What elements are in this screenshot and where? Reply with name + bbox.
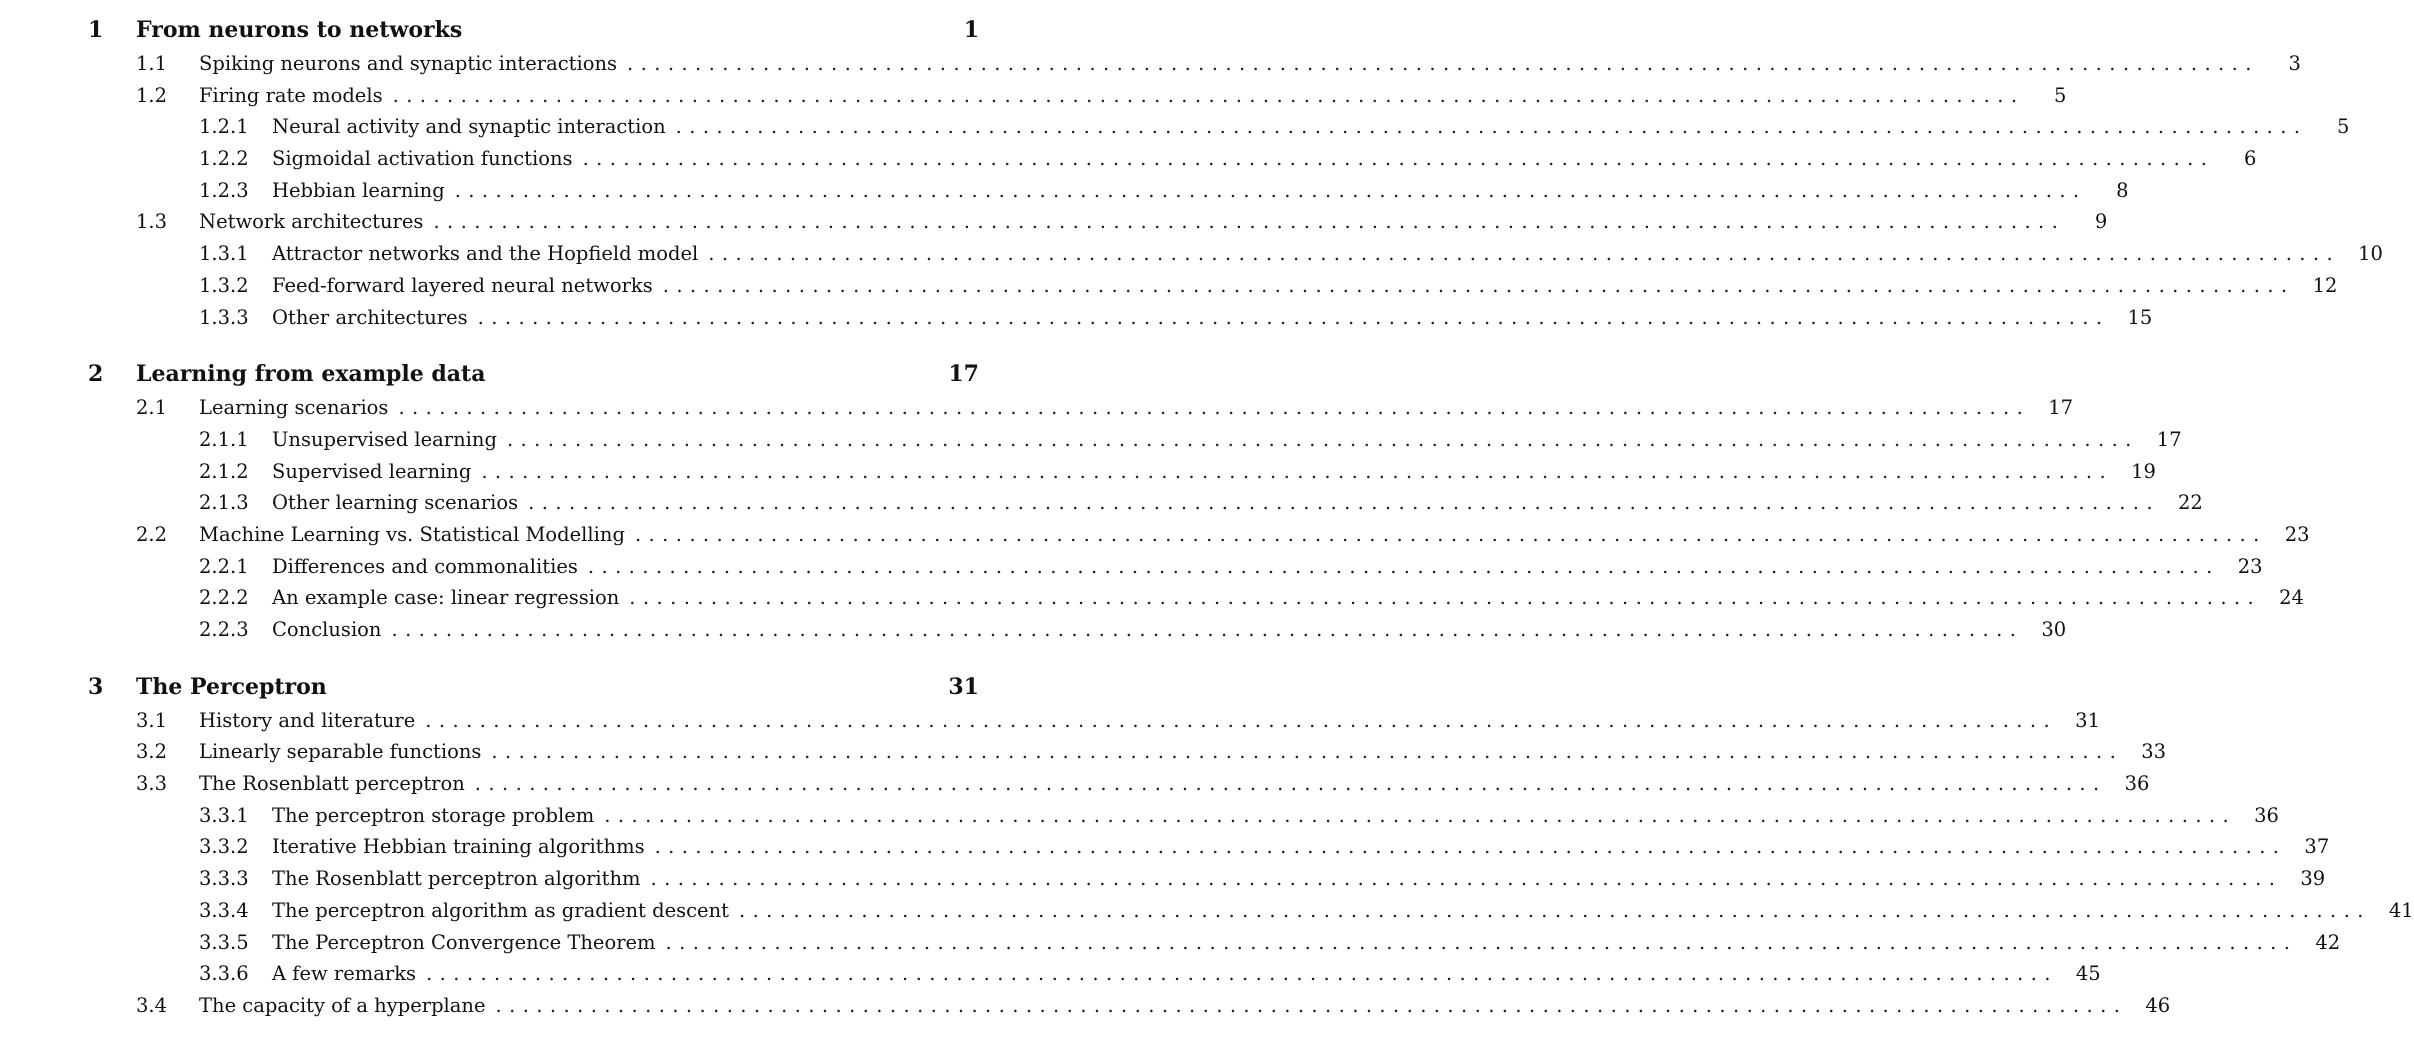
subsection-page-number: 41 bbox=[2388, 898, 2414, 922]
toc-subsection-entry[interactable] bbox=[88, 614, 2067, 646]
section-number: 1.3 bbox=[136, 210, 168, 234]
subsection-number: 2.2.3 bbox=[199, 618, 249, 641]
section-page-number: 17 bbox=[2048, 396, 2074, 420]
dot-leader: ........................................................................................................................ bbox=[495, 993, 2128, 1017]
toc-subsection-entry[interactable] bbox=[88, 958, 2101, 990]
section-page-number: 9 bbox=[2094, 210, 2108, 234]
subsection-number: 1.3.2 bbox=[199, 273, 249, 297]
section-title: Linearly separable functions bbox=[199, 740, 482, 764]
subsection-title: Hebbian learning bbox=[272, 178, 445, 202]
subsection-page-number: 19 bbox=[2131, 459, 2156, 483]
chapter-block bbox=[88, 12, 2383, 333]
toc-section-entry[interactable] bbox=[88, 80, 2067, 112]
section-number: 3.2 bbox=[136, 740, 168, 764]
toc-subsection-entry[interactable] bbox=[88, 487, 2203, 519]
dot-leader: ........................................................................................................................ bbox=[391, 618, 2024, 641]
dot-leader: ........................................................................................................................ bbox=[433, 210, 2066, 234]
subsection-page-number: 12 bbox=[2312, 273, 2338, 297]
chapter-block bbox=[88, 669, 2414, 1022]
section-number: 2.2 bbox=[136, 522, 168, 546]
subsection-number: 1.3.1 bbox=[199, 242, 249, 266]
section-title: The Rosenblatt perceptron bbox=[199, 772, 465, 796]
chapter-heading[interactable] bbox=[88, 356, 979, 392]
dot-leader: ........................................................................................................................ bbox=[629, 586, 2262, 610]
toc-section-entry[interactable] bbox=[88, 990, 2171, 1022]
dot-leader: ........................................................................................................................ bbox=[634, 522, 2267, 546]
section-number: 1.2 bbox=[136, 83, 168, 107]
dot-leader: ........................................................................................................................ bbox=[454, 178, 2087, 202]
chapter-heading[interactable] bbox=[88, 669, 979, 705]
dot-leader: ........................................................................................................................ bbox=[708, 242, 2341, 266]
toc-subsection-entry[interactable] bbox=[88, 175, 2129, 207]
toc-subsection-entry[interactable] bbox=[88, 800, 2279, 832]
toc-section-entry[interactable] bbox=[88, 705, 2100, 737]
chapter-page-number: 31 bbox=[948, 673, 979, 700]
subsection-number: 2.1.1 bbox=[199, 427, 249, 451]
subsection-title: A few remarks bbox=[272, 962, 417, 986]
section-title: Learning scenarios bbox=[199, 396, 389, 420]
subsection-page-number: 42 bbox=[2315, 930, 2341, 954]
subsection-title: Attractor networks and the Hopfield model bbox=[272, 242, 699, 266]
section-number: 1.1 bbox=[136, 52, 168, 75]
subsection-page-number: 15 bbox=[2127, 305, 2153, 329]
dot-leader: ........................................................................................................................ bbox=[604, 803, 2237, 827]
subsection-page-number: 10 bbox=[2358, 242, 2383, 266]
subsection-title: Other architectures bbox=[272, 305, 468, 329]
subsection-title: Other learning scenarios bbox=[272, 491, 519, 515]
subsection-title: The Rosenblatt perceptron algorithm bbox=[272, 867, 641, 891]
section-number: 2.1 bbox=[136, 396, 168, 420]
toc-subsection-entry[interactable] bbox=[88, 238, 2383, 270]
toc-subsection-entry[interactable] bbox=[88, 895, 2414, 927]
subsection-title: The perceptron storage problem bbox=[272, 803, 595, 827]
toc-subsection-entry[interactable] bbox=[88, 270, 2338, 302]
subsection-page-number: 24 bbox=[2279, 586, 2304, 610]
dot-leader: ........................................................................................................................ bbox=[675, 115, 2308, 139]
toc-section-entry[interactable] bbox=[88, 48, 2301, 80]
subsection-number: 1.2.1 bbox=[199, 115, 249, 139]
section-number: 3.4 bbox=[136, 993, 168, 1017]
section-number: 3.3 bbox=[136, 772, 168, 796]
dot-leader: ........................................................................................................................ bbox=[398, 396, 2031, 420]
subsection-title: Supervised learning bbox=[272, 459, 472, 483]
dot-leader: ........................................................................................................................ bbox=[627, 52, 2259, 75]
section-number: 3.1 bbox=[136, 708, 168, 732]
table-of-contents bbox=[88, 12, 2414, 1045]
chapter-number: 3 bbox=[88, 673, 104, 700]
toc-subsection-entry[interactable] bbox=[88, 551, 2263, 583]
toc-subsection-entry[interactable] bbox=[88, 143, 2257, 175]
subsection-page-number: 37 bbox=[2304, 835, 2330, 859]
subsection-number: 2.1.2 bbox=[199, 459, 249, 483]
subsection-title: Differences and commonalities bbox=[272, 554, 578, 578]
dot-leader: ........................................................................................................................ bbox=[491, 740, 2124, 764]
chapter-title: From neurons to networks bbox=[136, 17, 463, 43]
subsection-page-number: 8 bbox=[2116, 178, 2129, 202]
toc-subsection-entry[interactable] bbox=[88, 111, 2350, 143]
toc-subsection-entry[interactable] bbox=[88, 456, 2156, 488]
subsection-page-number: 23 bbox=[2237, 554, 2263, 578]
subsection-number: 2.2.2 bbox=[199, 586, 249, 610]
dot-leader: ........................................................................................................................ bbox=[477, 305, 2110, 329]
subsection-number: 3.3.6 bbox=[199, 962, 249, 986]
dot-leader: ........................................................................................................................ bbox=[426, 962, 2058, 986]
dot-leader: ........................................................................................................................ bbox=[587, 554, 2220, 578]
dot-leader: ........................................................................................................................ bbox=[665, 930, 2298, 954]
chapter-page-number: 17 bbox=[948, 361, 979, 388]
toc-subsection-entry[interactable] bbox=[88, 863, 2326, 895]
toc-section-entry[interactable] bbox=[88, 768, 2150, 800]
subsection-number: 3.3.5 bbox=[199, 930, 249, 954]
dot-leader: ........................................................................................................................ bbox=[481, 459, 2114, 483]
chapter-heading[interactable] bbox=[88, 12, 979, 48]
section-title: Spiking neurons and synaptic interactions bbox=[199, 52, 618, 75]
toc-section-entry[interactable] bbox=[88, 736, 2167, 768]
chapter-number: 1 bbox=[88, 17, 104, 43]
section-page-number: 31 bbox=[2075, 708, 2100, 732]
dot-leader: ........................................................................................................................ bbox=[662, 273, 2295, 297]
toc-subsection-entry[interactable] bbox=[88, 582, 2304, 614]
section-title: History and literature bbox=[199, 708, 416, 732]
toc-section-entry[interactable] bbox=[88, 519, 2310, 551]
subsection-title: Feed-forward layered neural networks bbox=[272, 273, 653, 297]
section-title: The capacity of a hyperplane bbox=[199, 993, 486, 1017]
section-page-number: 33 bbox=[2141, 740, 2167, 764]
toc-subsection-entry[interactable] bbox=[88, 831, 2330, 863]
subsection-number: 1.2.2 bbox=[199, 147, 249, 171]
dot-leader: ........................................................................................................................ bbox=[506, 427, 2139, 451]
subsection-title: Sigmoidal activation functions bbox=[272, 147, 573, 171]
toc-section-entry[interactable] bbox=[88, 392, 2074, 424]
subsection-number: 3.3.3 bbox=[199, 867, 249, 891]
subsection-page-number: 30 bbox=[2041, 618, 2067, 641]
subsection-title: The Perceptron Convergence Theorem bbox=[272, 930, 656, 954]
subsection-number: 2.1.3 bbox=[199, 491, 249, 515]
dot-leader: ........................................................................................................................ bbox=[738, 898, 2371, 922]
subsection-number: 2.2.1 bbox=[199, 554, 249, 578]
subsection-title: Unsupervised learning bbox=[272, 427, 497, 451]
subsection-title: Conclusion bbox=[272, 618, 382, 641]
subsection-number: 3.3.4 bbox=[199, 898, 249, 922]
subsection-title: Iterative Hebbian training algorithms bbox=[272, 835, 645, 859]
toc-section-entry[interactable] bbox=[88, 206, 2108, 238]
subsection-title: Neural activity and synaptic interaction bbox=[272, 115, 666, 139]
subsection-page-number: 36 bbox=[2254, 803, 2279, 827]
subsection-number: 3.3.2 bbox=[199, 835, 249, 859]
subsection-page-number: 5 bbox=[2337, 115, 2350, 139]
dot-leader: ........................................................................................................................ bbox=[528, 491, 2160, 515]
toc-subsection-entry[interactable] bbox=[88, 302, 2153, 334]
dot-leader: ........................................................................................................................ bbox=[392, 83, 2025, 107]
dot-leader: ........................................................................................................................ bbox=[474, 772, 2107, 796]
subsection-page-number: 22 bbox=[2178, 491, 2203, 515]
toc-subsection-entry[interactable] bbox=[88, 927, 2341, 959]
subsection-page-number: 45 bbox=[2075, 962, 2101, 986]
section-page-number: 3 bbox=[2288, 52, 2301, 75]
subsection-page-number: 39 bbox=[2300, 867, 2326, 891]
section-title: Network architectures bbox=[199, 210, 424, 234]
subsection-number: 3.3.1 bbox=[199, 803, 249, 827]
dot-leader: ........................................................................................................................ bbox=[582, 147, 2215, 171]
dot-leader: ........................................................................................................................ bbox=[654, 835, 2287, 859]
chapter-title: The Perceptron bbox=[136, 673, 327, 700]
section-page-number: 5 bbox=[2054, 83, 2067, 107]
section-title: Firing rate models bbox=[199, 83, 383, 107]
section-page-number: 46 bbox=[2145, 993, 2171, 1017]
chapter-number: 2 bbox=[88, 361, 104, 388]
subsection-number: 1.2.3 bbox=[199, 178, 249, 202]
dot-leader: ........................................................................................................................ bbox=[425, 708, 2058, 732]
chapter-block bbox=[88, 356, 2310, 646]
subsection-page-number: 17 bbox=[2156, 427, 2182, 451]
section-title: Machine Learning vs. Statistical Modelling bbox=[199, 522, 625, 546]
chapter-page-number: 1 bbox=[963, 17, 979, 43]
dot-leader: ........................................................................................................................ bbox=[650, 867, 2283, 891]
subsection-number: 1.3.3 bbox=[199, 305, 249, 329]
toc-subsection-entry[interactable] bbox=[88, 424, 2182, 456]
section-page-number: 23 bbox=[2284, 522, 2310, 546]
chapter-title: Learning from example data bbox=[136, 361, 486, 388]
subsection-title: An example case: linear regression bbox=[272, 586, 620, 610]
subsection-page-number: 6 bbox=[2243, 147, 2257, 171]
subsection-title: The perceptron algorithm as gradient descent bbox=[272, 898, 729, 922]
section-page-number: 36 bbox=[2124, 772, 2150, 796]
